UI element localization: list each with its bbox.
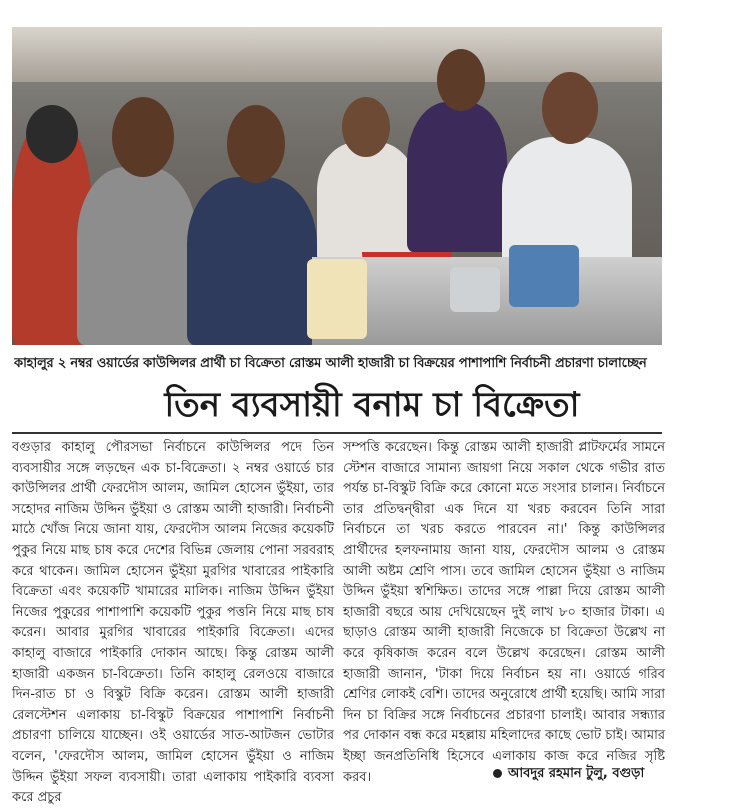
headline: তিন ব্যবসায়ী বনাম চা বিক্রেতা [164,385,580,425]
person-head [342,97,390,157]
person-shape [187,177,317,345]
jar-shape [307,259,367,339]
byline [493,764,733,784]
article-column-right [343,438,665,788]
person-head [227,105,285,183]
bullet-icon [493,769,502,778]
article-text: সম্পত্তি করেছেন। কিন্তু রোস্তম আলী হাজারী প্লাটফর্মের সামনে স্টেশন বাজারে সামান্য জায়গা নিয়ে সকাল থেকে গভীর রাত পর্যন্ত চা-বিস্কুট বিক্রি করে কোনো মতে সংসার চালান। নির্বাচনে তার প্রতিদ্বন্দ্বীরা এক দিনে যা খরচ করবেন তিনি সারা নির্বাচনে তা খরচ করতে পারবেন না।' কিন্তু কাউন্সিলর প্রার্থীদের হলফনামায় জানা যায়, ফেরদৌস আলম ও রোস্তম আলী অষ্টম শ্রেণি পাস। তবে জামিল হোসেন ভুঁইয়া ও নাজিম উদ্দিন ভুঁইয়া স্বশিক্ষিত। তাদের সঙ্গে পাল্লা দিয়ে রোস্তম আলী হাজারী বছরে আয় দেখিয়েছেন দুই লাখ ৮০ হাজার টাকা। এ ছাড়াও রোস্তম আলী হাজারী নিজেকে চা বিক্রেতা উল্লেখ না করে কৃষিকাজ করেন বলে উল্লেখ করেছেন। রোস্তম আলী হাজারী জানান, 'টাকা দিয়ে নির্বাচন হয় না। ওয়ার্ডে গরিব শ্রেণির লোকই বেশি। তাদের অনুরোধে প্রার্থী হয়েছি। আমি সারা দিন চা বিক্রির সঙ্গে নির্বাচনের প্রচারণা চালাই। আবার সন্ধ্যার পর দোকান বন্ধ করে মহল্লায় মহিলাদের কাছে ভোট চাই। আমার ইচ্ছা জনপ্রতিনিধি হিসেবে এলাকায় কাজ করে নজির সৃষ্টি করব। [343,440,665,785]
jar-shape [450,267,500,312]
person-head [26,105,78,163]
person-head [437,49,485,111]
person-shape [77,167,197,345]
news-photo [12,27,662,345]
jar-shape [509,245,579,307]
article-column-left [12,438,334,809]
person-shape [317,142,417,262]
person-head [542,72,598,144]
person-shape [407,102,507,252]
photo-caption: কাহালুর ২ নম্বর ওয়ার্ডের কাউন্সিলর প্রার্থী চা বিক্রেতা রোস্তম আলী হাজারী চা বিক্রয়ের পাশাপাশি নির্বাচনী প্রচারণা চালাচ্ছেন [14,356,647,371]
person-head [112,97,174,177]
divider [12,432,662,434]
byline-text: আবদুর রহমান টুলু, বগুড়া [508,766,645,781]
article-text: বগুড়ার কাহালু পৌরসভা নির্বাচনে কাউন্সিলর পদে তিন ব্যবসায়ীর সঙ্গে লড়ছেন এক চা-বিক্রেতা। ২ নম্বর ওয়ার্ডে চার কাউন্সিলর প্রার্থী ফেরদৌস আলম, জামিল হোসেন ভুঁইয়া, তার সহোদর নাজিম উদ্দিন ভুঁইয়া ও রোস্তম আলী হাজারী। নির্বাচনী মাঠে খোঁজ নিয়ে জানা যায়, ফেরদৌস আলম নিজের কয়েকটি পুকুর নিয়ে মাছ চাষ করে দেশের বিভিন্ন জেলায় পোনা সরবরাহ করে থাকেন। জামিল হোসেন ভুঁইয়া মুরগির খাবারের পাইকারি বিক্রেতা এবং কয়েকটি খামারের মালিক। নাজিম উদ্দিন ভুঁইয়া নিজের পুকুরের পাশাপাশি কয়েকটি পুকুর পত্তনি নিয়ে মাছ চাষ করেন। আবার মুরগির খাবারের পাইকারি বিক্রেতা। এদের কাহালু বাজারে পাইকারি দোকান আছে। কিন্তু রোস্তম আলী হাজারী একজন চা-বিক্রেতা। তিনি কাহালু রেলওয়ে বাজারে দিন-রাত চা ও বিস্কুট বিক্রি করেন। রোস্তম আলী হাজারী রেলস্টেশন এলাকায় চা-বিস্কুট বিক্রয়ের পাশাপাশি নির্বাচনী প্রচারণা চালিয়ে যাচ্ছেন। ওই ওয়ার্ডের সাত-আটজন ভোটার বলেন, 'ফেরদৌস আলম, জামিল হোসেন ভুঁইয়া ও নাজিম উদ্দিন ভুঁইয়া সফল ব্যবসায়ী। তারা এলাকায় পাইকারি ব্যবসা করে প্রচুর [12,440,334,806]
